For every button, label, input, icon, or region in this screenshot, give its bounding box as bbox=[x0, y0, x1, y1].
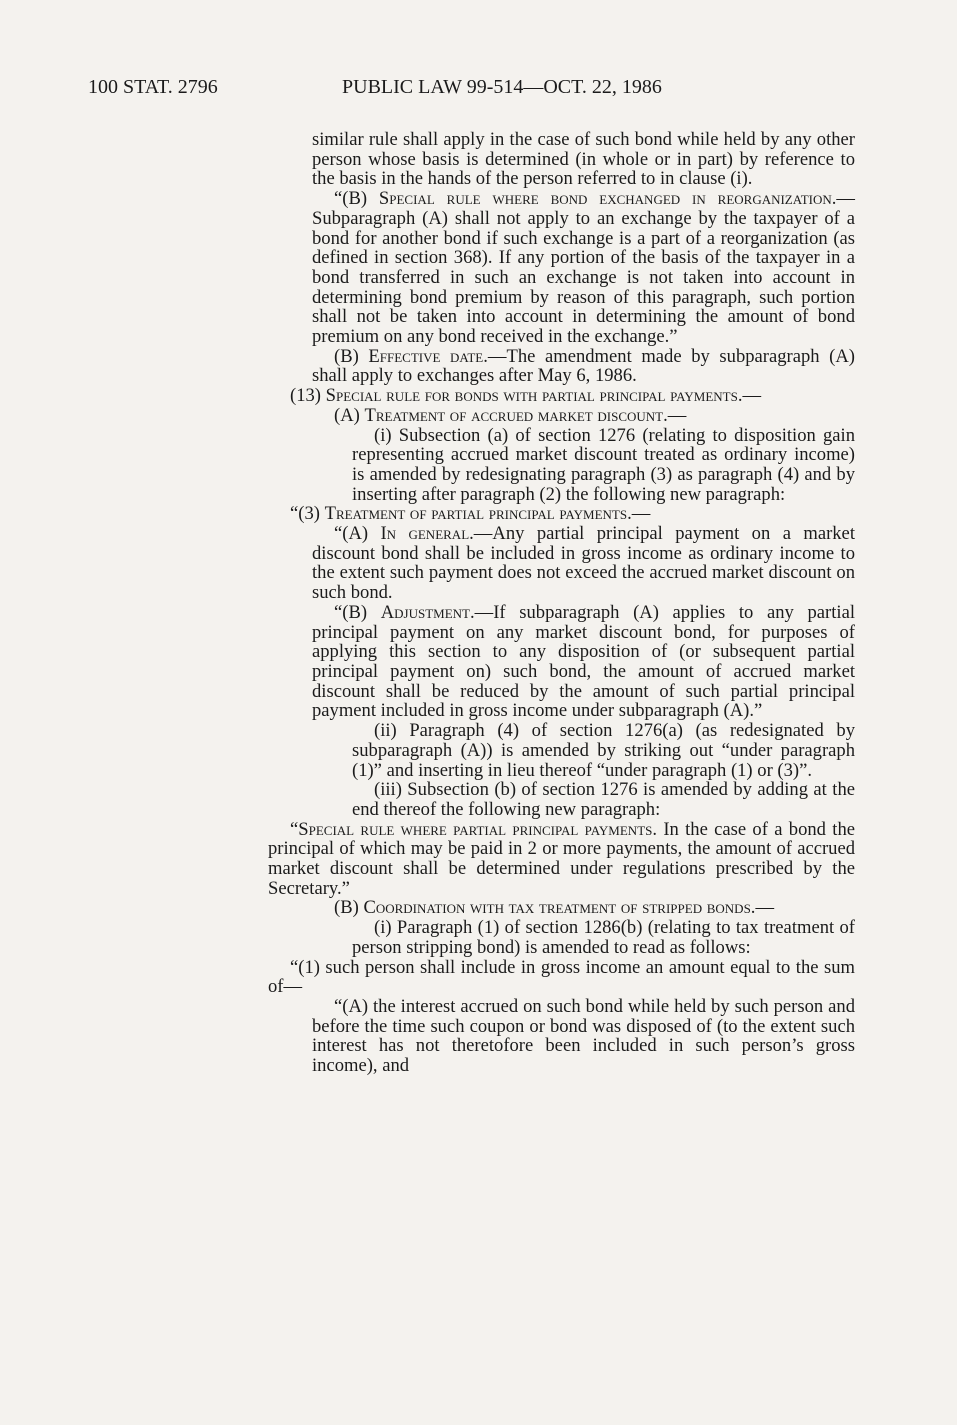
paragraph-13-partial-principal bbox=[268, 386, 855, 406]
paragraph-lead: (13) bbox=[290, 385, 326, 407]
paragraph-lead: “ bbox=[290, 818, 299, 840]
paragraph-heading: Special rule where bond exchanged in reorganization. bbox=[378, 188, 837, 210]
paragraph-clause-ii bbox=[268, 721, 855, 780]
paragraph-1-gross-income bbox=[268, 958, 855, 997]
paragraph-heading: Treatment of accrued market discount. bbox=[364, 404, 668, 426]
paragraph-heading: Special rule for bonds with partial principal payments. bbox=[325, 385, 743, 407]
paragraph-clause-i-section-1276 bbox=[268, 426, 855, 505]
paragraph-text: (iii) Subsection (b) of section 1276 is amended by adding at the end thereof the following new paragraph: bbox=[352, 779, 855, 820]
paragraph-text: — bbox=[667, 404, 687, 426]
paragraph-text: — bbox=[742, 385, 762, 407]
paragraph-text: —The amendment made by subparagraph (A) shall apply to exchanges after May 6, 1986. bbox=[312, 345, 855, 387]
paragraph-text: —Any partial principal payment on a market discount bond shall be included in gross income as ordinary income to the extent such payment does not exceed the accrued market discount on such bond. bbox=[312, 523, 855, 604]
paragraph-clause-iii bbox=[268, 780, 855, 819]
paragraph-lead: (B) bbox=[334, 897, 364, 919]
paragraph-text: In the case of a bond the principal of which may be paid in 2 or more payments, the amount of accrued market discount shall be determined under regulations prescribed by the Secretary.” bbox=[268, 818, 855, 899]
page-header bbox=[88, 76, 848, 106]
document-body bbox=[268, 130, 855, 1076]
paragraph-lead: “(3) bbox=[290, 503, 325, 525]
paragraph-continuation bbox=[268, 130, 855, 189]
paragraph-text: “(A) the interest accrued on such bond while held by such person and before the time such coupon or bond was disposed of (to the extent such interest has not theretofore been included in such person’s gross income), and bbox=[312, 995, 855, 1077]
paragraph-heading: Effective date. bbox=[368, 345, 488, 367]
paragraph-subsection-b-reorganization bbox=[268, 189, 855, 347]
paragraph-clause-i-section-1286 bbox=[268, 918, 855, 957]
paragraph-lead: “(B) bbox=[334, 601, 381, 623]
paragraph-text: (ii) Paragraph (4) of section 1276(a) (as redesignated by subparagraph (A)) is amended by striking out “under paragraph (1)” and inserting in lieu thereof “under paragraph (1) or (3)”. bbox=[352, 720, 855, 781]
paragraph-heading: Special rule where partial principal payments. bbox=[298, 818, 658, 840]
paragraph-lead: “(A) bbox=[334, 523, 381, 545]
paragraph-text: similar rule shall apply in the case of such bond while held by any other person whose basis is determined (in whole or in part) by reference to the basis in the hands of the person referred to in clause (i). bbox=[312, 129, 855, 190]
statute-page-reference: 100 STAT. 2796 bbox=[88, 76, 218, 98]
paragraph-adjustment bbox=[268, 603, 855, 721]
paragraph-text: —If subparagraph (A) applies to any partial principal payment on any market discount bond, for purposes of applying this section to any disposition of (or subsequent partial principal payment on) such bond, the amount of accrued market discount shall be reduced by the amount of such partial principal payment included in gross income under subparagraph (A).” bbox=[312, 601, 855, 722]
paragraph-text: — bbox=[631, 503, 651, 525]
paragraph-heading: Treatment of partial principal payments. bbox=[324, 503, 632, 525]
paragraph-b-coordination-stripped-bonds bbox=[268, 898, 855, 918]
paragraph-text: “(1) such person shall include in gross income an amount equal to the sum of— bbox=[268, 956, 855, 998]
paragraph-text: — bbox=[755, 897, 775, 919]
paragraph-text: —Subparagraph (A) shall not apply to an exchange by the taxpayer of a bond for another bond if such exchange is a part of a reorganization (as defined in section 368). If any portion of the basis of the taxpayer in a bond transferred in such an exchange is not taken into account in determining bond premium by reason of this paragraph, such portion shall not be taken into account in determining the amount of bond premium on any bond received in the exchange.” bbox=[312, 188, 855, 348]
paragraph-lead: (B) bbox=[334, 345, 369, 367]
paragraph-3-partial-payments bbox=[268, 504, 855, 524]
paragraph-effective-date bbox=[268, 347, 855, 386]
paragraph-heading: Coordination with tax treatment of stripped bonds. bbox=[363, 897, 756, 919]
paragraph-text: (i) Paragraph (1) of section 1286(b) (relating to tax treatment of person stripping bond) is amended to read as follows: bbox=[352, 917, 855, 958]
paragraph-lead: “(B) bbox=[334, 188, 379, 210]
paragraph-heading: Adjustment. bbox=[380, 601, 475, 623]
paragraph-a-accrued-market-discount bbox=[268, 406, 855, 426]
paragraph-lead: (A) bbox=[334, 404, 365, 426]
paragraph-heading: In general. bbox=[380, 523, 474, 545]
law-title: PUBLIC LAW 99-514—OCT. 22, 1986 bbox=[342, 76, 662, 98]
paragraph-special-rule-partial-payments bbox=[268, 820, 855, 899]
paragraph-a-interest-accrued bbox=[268, 997, 855, 1076]
paragraph-text: (i) Subsection (a) of section 1276 (relating to disposition gain representing accrued market discount treated as ordinary income) is amended by redesignating paragraph (3) as paragraph (4) and by inserting after paragraph (2) the following new paragraph: bbox=[352, 424, 855, 505]
paragraph-in-general bbox=[268, 524, 855, 603]
